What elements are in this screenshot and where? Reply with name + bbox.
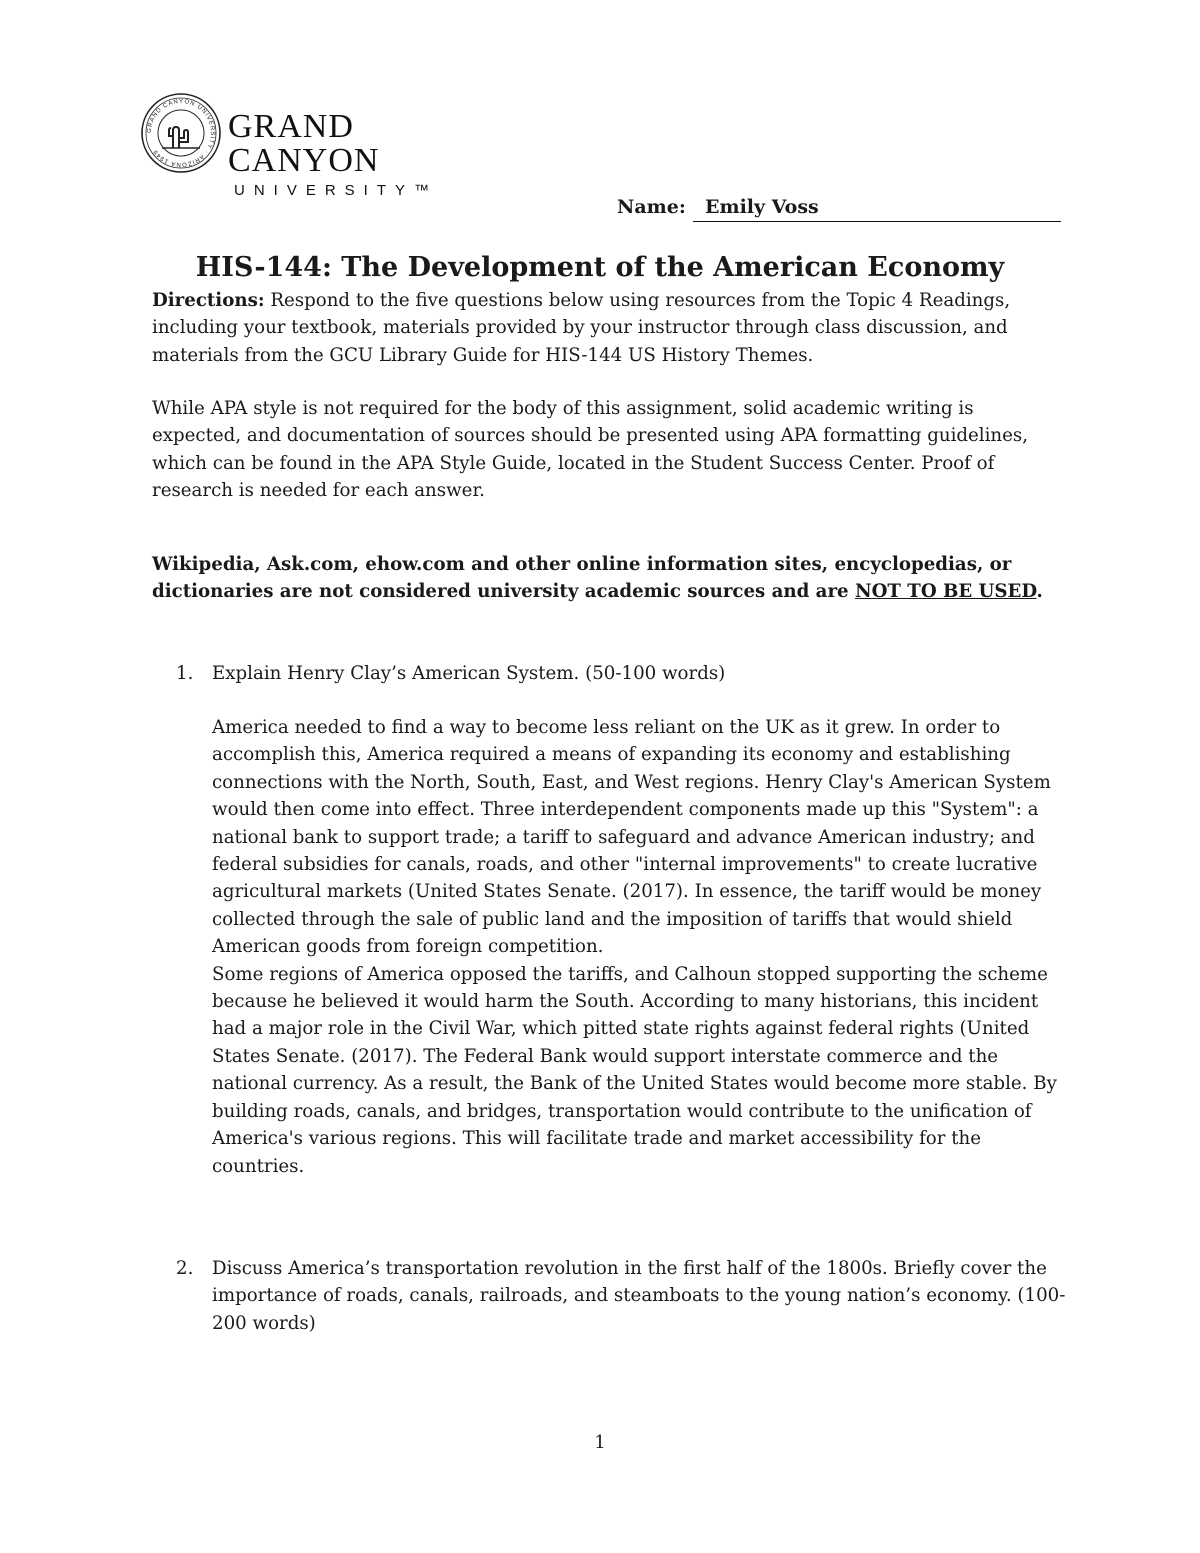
warning-emphasis: NOT TO BE USED: [854, 581, 1037, 603]
directions-label: Directions:: [152, 290, 265, 311]
wordmark-line2: UNIVERSITY™: [234, 182, 439, 199]
question-number: 2.: [176, 1258, 194, 1279]
wordmark-line1: GRAND CANYON: [228, 108, 380, 179]
name-value: Emily Voss: [705, 196, 819, 218]
directions-paragraph: [152, 287, 1057, 369]
document-title: HIS-144: The Development of the American Economy: [195, 252, 1005, 283]
directions-text: Respond to the five questions below using resources from the Topic 4 Readings, including your textbook, materials provided by your instructor through class discussion, and materials from the GCU Library Guide for HIS-144 US History Themes.: [152, 290, 1011, 366]
apa-paragraph: While APA style is not required for the body of this assignment, solid academic writing is expected, and documentation of sources should be presented using APA formatting guidelines, which can be found in the APA Style Guide, located in the Student Success Center. Proof of research is needed for each answer.: [152, 398, 1029, 502]
university-logo: [140, 92, 510, 199]
answer-paragraph: Some regions of America opposed the tariffs, and Calhoun stopped supporting the scheme because he believed it would harm the South. According to many historians, this incident had a major role in the Civil War, which pitted state rights against federal rights (United States Senate. (2017). The Federal Bank would support interstate commerce and the national currency. As a result, the Bank of the United States would become more stable. By building roads, canals, and bridges, transportation would contribute to the unification of America's various regions. This will facilitate trade and market accessibility for the countries.: [212, 963, 1057, 1177]
university-seal-icon: [140, 92, 222, 174]
question-prompt: Explain Henry Clay’s American System. (50-100 words): [212, 663, 726, 684]
name-field: [617, 196, 1061, 224]
answer-paragraph: America needed to find a way to become less reliant on the UK as it grew. In order to accomplish this, America required a means of expanding its economy and establishing connections with the North, South, East, and West regions. Henry Clay's American System would then come into effect. Three interdependent components made up this "System": a national bank to support trade; a tariff to safeguard and advance American industry; and federal subsidies for canals, roads, and other "internal improvements" to create lucrative agricultural markets (United States Senate. (2017). In essence, the tariff would be money collected through the sale of public land and the imposition of tariffs that would shield American goods from foreign competition.: [212, 717, 1051, 958]
sources-warning: [152, 551, 1057, 606]
question-number: 1.: [176, 663, 194, 684]
answer-1: [212, 714, 1057, 1180]
question-prompt: Discuss America’s transportation revolution in the first half of the 1800s. Briefly cover the importance of roads, canals, railroads, and steamboats to the young nation’s economy. (100-200 words): [212, 1258, 1066, 1334]
warning-end: .: [1036, 581, 1043, 603]
university-wordmark: [228, 110, 510, 199]
warning-text: Wikipedia, Ask.com, ehow.com and other online information sites, encyclopedias, or dictionaries are not considered university academic sources and are: [152, 554, 1012, 603]
svg-text:GRAND CANYON UNIVERSITY · ARIZ: GRAND CANYON UNIVERSITY · ARIZONA 1949: [146, 98, 216, 168]
name-label: Name:: [617, 196, 686, 218]
page-number: 1: [594, 1432, 606, 1453]
